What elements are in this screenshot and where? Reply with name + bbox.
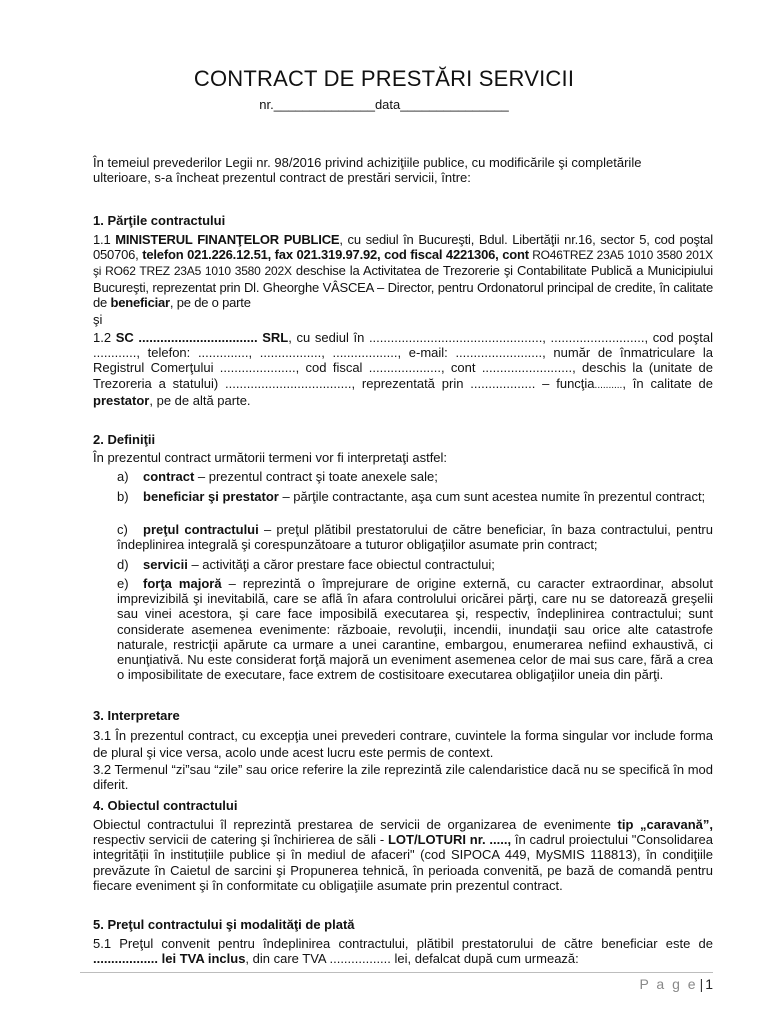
provider-role: prestator	[93, 392, 150, 408]
party-1-paragraph: 1.1 MINISTERUL FINANŢELOR PUBLICE, cu sediul în Bucureşti, Bdul. Libertăţii nr.16, sector 5, cod poştal 050706, telefon 021.226.12.51, fax 021.319.97.92, cod fiscal 4221306, cont RO46TREZ 23A5 1010 3580 201X şi RO62 TREZ 23A5 1010 3580 202X deschise la Activitatea de Trezorerie şi Contabilitate Publică a Municipiului Bucureşti, reprezentat prin Dl. Gheorghe VÂSCEA – Director, pentru Ordonatorul principal de credite, în calitate de beneficiar, pe de o parte	[93, 232, 713, 310]
definition-item: c) preţul contractului – preţul plătibil prestatorului de către beneficiar, în baza contractului, pentru îndeplinirea integrală şi corespunzătoare a tuturor obligaţiilor asumate prin contract;	[117, 522, 713, 553]
intro-line: ulterioare, s-a încheat prezentul contract de prestări servicii, între:	[93, 170, 471, 186]
price-paragraph: 5.1 Preţul convenit pentru îndeplinirea contractului, plătibil prestatorului de către beneficiar este de .................. lei TVA inclus, din care TVA ................. lei, defalcat după cum urmează:	[93, 936, 713, 967]
contract-object-paragraph: Obiectul contractului îl reprezintă prestarea de servicii de organizarea de evenimente tip „caravană”, respectiv servicii de catering şi închirierea de săli - LOT/LOTURI nr. ....., în cadrul proiectului "Consolidarea integrității în instituțiile publice și în mediul de afaceri" (cod SIPOCA 449, MySMIS 118813), în condiţiile prevăzute în Caietul de sarcini şi Propunerea tehnică, în perioada convenită, pe bază de comandă pentru fiecare eveniment şi în conformitate cu obligaţiile asumate prin prezentul contract.	[93, 817, 714, 893]
interpretation-3-2: 3.2 Termenul “zi”sau “zile” sau orice referire la zile reprezintă zile calendaristice dacă nu se specifică în mod diferit.	[93, 762, 713, 793]
definition-item: a) contract – prezentul contract şi toate anexele sale;	[117, 469, 438, 484]
definition-item: b) beneficiar şi prestator – părţile contractante, aşa cum sunt acestea numite în prezentul contract;	[117, 489, 706, 504]
section-1-heading: 1. Părţile contractului	[93, 213, 226, 228]
section-5-heading: 5. Preţul contractului şi modalităţi de plată	[93, 917, 355, 932]
conjunction: şi	[93, 312, 103, 327]
definitions-intro: În prezentul contract următorii termeni vor fi interpretaţi astfel:	[93, 450, 448, 465]
price-amount: .................. lei TVA inclus	[93, 951, 246, 967]
definition-item: d) servicii – activităţi a căror prestare face obiectul contractului;	[117, 557, 495, 572]
footer-separator: |	[699, 976, 704, 992]
contract-number-date-line: nr.______________data_______________	[259, 97, 509, 112]
page-label: P a g e	[639, 976, 698, 992]
event-type: tip „caravană”,	[617, 817, 713, 832]
contract-title: CONTRACT DE PRESTĂRI SERVICII	[193, 66, 575, 91]
page-number: 1	[705, 976, 713, 992]
intro-paragraph	[93, 155, 713, 185]
interpretation-3-1: 3.1 În prezentul contract, cu excepţia unei prevederi contrare, cuvintele la forma singular vor include forma de plural şi vice versa, acolo unde acest lucru este permis de context.	[93, 728, 713, 760]
definition-item: e) forţa majoră – reprezintă o împrejurare de origine externă, cu caracter extraordinar, absolut imprevizibilă şi inevitabilă, care se află în afara controlului oricărei părţi, care nu se datorează greşelii sau vinei acestora, şi care face imposibilă executarea şi, respectiv, îndeplinirea contractului; sunt considerate asemenea evenimente: războaie, revoluţii, incendii, inundaţii sau orice alte catastrofe naturale, restricţii apărute ca urmare a unei carantine, embargou, enumerarea nefiind exhaustivă, ci enunţiativă. Nu este considerat forţă majoră un eveniment asemenea celor de mai sus care, fără a crea o imposibilitate de executare, face extrem de costisitoare executarea obligaţiilor uneia din părţi.	[117, 576, 713, 683]
section-3-heading: 3. Interpretare	[93, 708, 180, 723]
beneficiary-name: MINISTERUL FINANŢELOR PUBLICE	[115, 232, 340, 247]
lot-number: LOT/LOTURI nr. .....,	[387, 832, 512, 848]
section-2-heading: 2. Definiţii	[93, 432, 156, 447]
provider-name: SC ................................. SRL	[115, 330, 289, 345]
beneficiary-contact: telefon 021.226.12.51, fax 021.319.97.92, cod fiscal 4221306, cont	[142, 247, 529, 263]
intro-line: În temeiul prevederilor Legii nr. 98/2016 privind achiziţiile publice, cu modificările şi completările	[93, 155, 642, 170]
party-2-paragraph: 1.2 SC ................................. SRL, cu sediul în ................................................, .........................., cod poştal ............, telefon: .............., ................., .................., e-mail: ........................, număr de înmatriculare la Registrul Comerţului ....................., cod fiscal ...................., cont ........................., deschis la (unitate de Trezoreria a statului) ..................................., reprezentată prin .................. – funcţia.........., în calitate de prestator, pe de altă parte.	[93, 330, 713, 408]
page-footer	[80, 972, 713, 992]
treasury-accounts: RO46TREZ 23A5 1010 3580 201X şi RO62 TREZ 23A5 1010 3580 202X	[93, 248, 713, 279]
section-4-heading: 4. Obiectul contractului	[93, 798, 238, 813]
beneficiary-role: beneficiar	[110, 294, 170, 310]
